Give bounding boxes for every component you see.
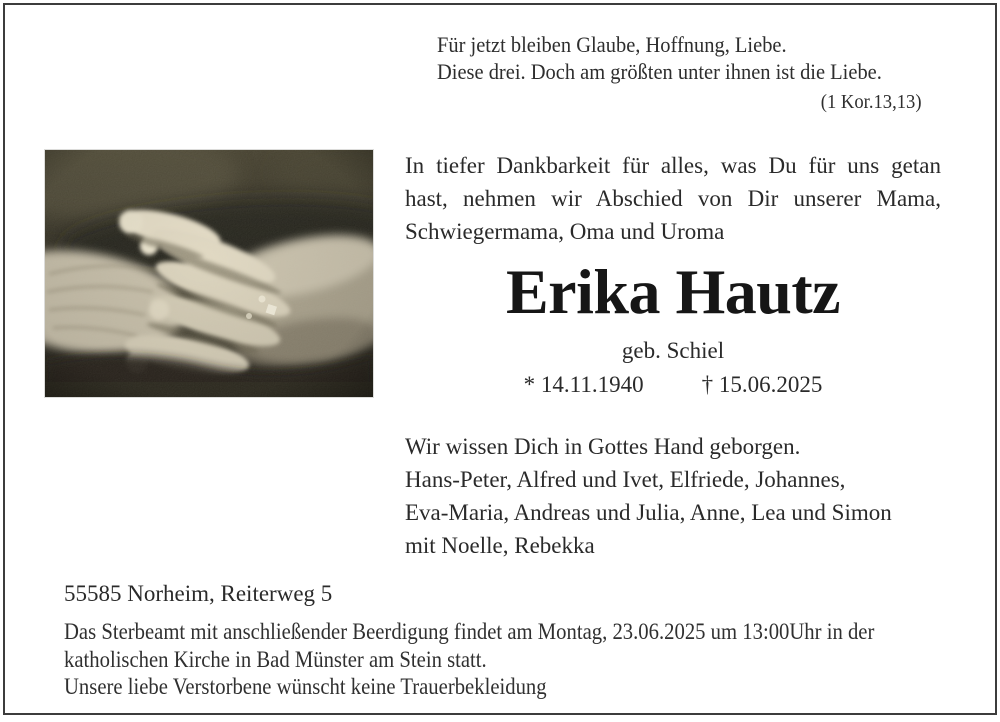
intro-line: Schwiegermama, Oma und Uroma (405, 219, 725, 244)
family-names-line: Hans-Peter, Alfred und Ivet, Elfriede, Johannes, (405, 467, 846, 492)
service-info-line: Das Sterbeamt mit anschließender Beerdigung findet am Montag, 23.06.2025 um 13:00Uhr in der (64, 619, 875, 645)
quote-line: Diese drei. Doch am größten unter ihnen ist die Liebe. (437, 59, 882, 84)
deceased-name: Erika Hautz (505, 256, 841, 327)
intro-paragraph (405, 149, 941, 248)
service-info-line: katholischen Kirche in Bad Münster am Stein statt. (64, 647, 487, 673)
family-names-line: mit Noelle, Rebekka (405, 533, 595, 558)
family-paragraph (405, 430, 950, 562)
home-address: 55585 Norheim, Reiterweg 5 (64, 581, 333, 606)
intro-line: hast, nehmen wir Abschied von Dir unserer Mama, (405, 186, 941, 211)
death-date: † 15.06.2025 (701, 372, 823, 397)
life-dates (405, 372, 941, 398)
scripture-quote (437, 31, 935, 116)
quote-line: Für jetzt bleiben Glaube, Hoffnung, Liebe. (437, 32, 787, 57)
service-information (64, 618, 953, 674)
memorial-photo (44, 149, 374, 398)
maiden-name: geb. Schiel (621, 338, 725, 363)
birth-date: * 14.11.1940 (523, 372, 644, 397)
dress-code-note: Unsere liebe Verstorbene wünscht keine Trauerbekleidung (64, 674, 547, 700)
intro-line: In tiefer Dankbarkeit für alles, was Du für uns getan (405, 153, 941, 178)
clasped-hands-illustration (45, 150, 373, 397)
quote-source: (1 Kor.13,13) (820, 91, 922, 113)
family-names-line: Eva-Maria, Andreas und Julia, Anne, Lea und Simon (405, 500, 892, 525)
farewell-line: Wir wissen Dich in Gottes Hand geborgen. (405, 434, 801, 459)
